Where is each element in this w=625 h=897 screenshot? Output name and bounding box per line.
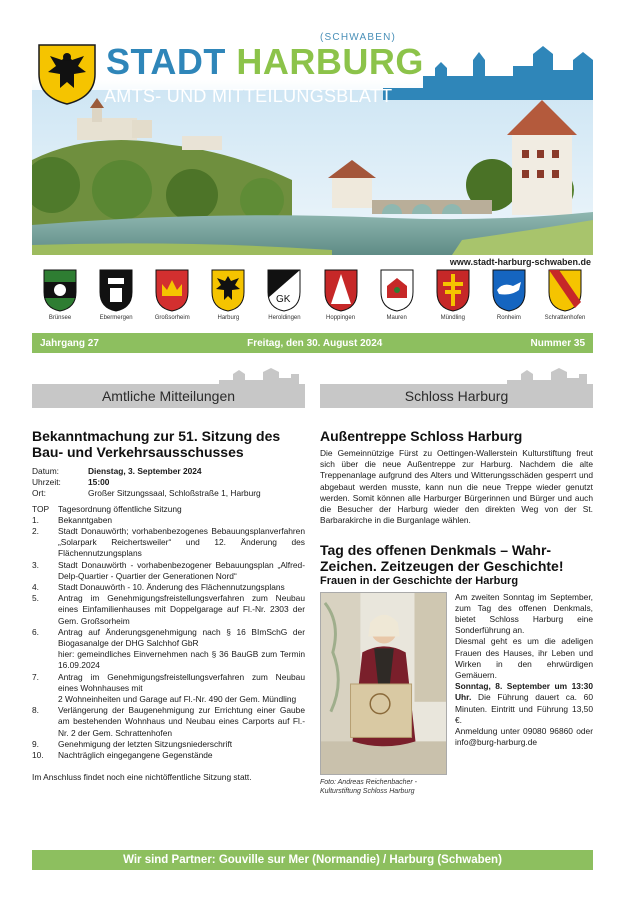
section-header-castle: [320, 368, 593, 408]
mauren-coat-of-arms-icon: [379, 268, 415, 312]
title-stadt: STADT: [106, 41, 226, 82]
article-monument-text: [455, 592, 593, 749]
crest-bruensee: [32, 268, 88, 321]
agenda-item: [32, 582, 305, 593]
crest-mauren: [369, 268, 425, 321]
photo-caption: Foto: Andreas Reichenbacher - Kulturstiftung Schloss Harburg: [320, 778, 418, 796]
section-title: Amtliche Mitteilungen: [32, 384, 305, 408]
masthead: [32, 30, 593, 255]
event-date-time: Sonntag, 8. September um 13:30 Uhr.: [455, 681, 593, 703]
agenda-text: Bekanntgaben: [58, 514, 113, 525]
crest-schrattenhofen: [537, 268, 593, 321]
agenda-number: 5.: [32, 593, 39, 604]
grosssorheim-coat-of-arms-icon: [154, 268, 190, 312]
noblewoman-costume-photo: [320, 592, 447, 775]
agenda-text: Antrag im Genehmigungsfreistellungsverfahren zum Neubau eines Wohnhauses mit 2 Wohneinheiten und Garage auf Fl.-Nr. 490 der Gem. Mündling: [58, 671, 305, 705]
ebermergen-coat-of-arms-icon: [98, 268, 134, 312]
hoppingen-coat-of-arms-icon: [323, 268, 359, 312]
harburg-coat-of-arms-icon: [36, 42, 98, 106]
meeting-meta-time: [32, 477, 305, 488]
crest-label: Harburg: [217, 315, 240, 321]
agenda-text: Antrag im Genehmigungsfreistellungsverfahren zum Neubau eines Einfamilienhauses mit Doppelgarage auf Fl.-Nr. 2303 der Gem. Großsorheim: [58, 593, 305, 626]
crest-heroldingen: [256, 268, 312, 321]
agenda-item: [32, 739, 305, 750]
article-monument-subheading: Frauen in der Geschichte der Harburg: [320, 575, 519, 588]
agenda-text: Stadt Donauwörth - vorhabenbezogener Bebauungsplan „Alfred-Delp-Quartier - Quartier der Generationen Nord“: [58, 559, 305, 581]
article-monument-day: [320, 542, 593, 801]
closing-note: Im Anschluss findet noch eine nichtöffentliche Sitzung statt.: [32, 772, 252, 783]
agenda-item: [32, 672, 305, 706]
monument-contact: Anmeldung unter 09080 96860 oder info@burg-harburg.de: [455, 726, 593, 748]
agenda-item: [32, 560, 305, 582]
meta-value: Dienstag, 3. September 2024: [88, 466, 202, 476]
agenda-item: [32, 627, 305, 672]
muendling-coat-of-arms-icon: [435, 268, 471, 312]
agenda-number: 10.: [32, 750, 44, 761]
crest-label: Brünsee: [48, 315, 72, 321]
agenda-number: 3.: [32, 559, 39, 570]
agenda-number: 9.: [32, 738, 39, 749]
article-monument-heading: Tag des offenen Denkmals – Wahr-Zeichen. Zeitzeugen der Geschichte!: [320, 542, 564, 575]
article-stairs-text: Die Gemeinnützige Fürst zu Oettingen-Wallerstein Kulturstiftung freut sich über die neue Außentreppe zur Harburg. Nachdem die alte Treppenanlage aufgrund des Alters und Witterungsschäden gesperrt und abgebaut werden musste, kann nun die neue Treppe wieder genutzt werden. Somit können alle Harburger Bürgerinnen und Bürger und auch die Besucher der Harburg wieder den direkten Weg von der St. Barbarakirche in die Burganlage wählen.: [320, 448, 593, 526]
website-link[interactable]: www.stadt-harburg-schwaben.de: [449, 257, 591, 267]
agenda-text: Antrag auf Änderungsgenehmigung nach § 16 BImSchG der Biogasanalge der DHG Salchhof GbR hier: gemeindliches Einvernehmen nach § 36 BauGB zum Termin 16.09.2024: [58, 626, 305, 671]
event-details: Die Führung dauert ca. 60 Minuten. Eintritt und Führung 13,50 €.: [455, 692, 593, 725]
publication-subtitle: AMTS- UND MITTEILUNGSBLATT: [104, 86, 393, 106]
crest-ebermergen: [88, 268, 144, 321]
crest-hoppingen: [313, 268, 369, 321]
harburg-small-coat-of-arms-icon: [210, 268, 246, 312]
ronheim-coat-of-arms-icon: [491, 268, 527, 312]
agenda-text: Tagesordnung öffentliche Sitzung: [58, 503, 182, 514]
crest-muendling: [425, 268, 481, 321]
meta-label: Ort:: [32, 488, 46, 499]
publication-title: [106, 41, 424, 82]
agenda-number: 4.: [32, 582, 39, 593]
district-crests: [32, 268, 593, 321]
meta-value: 15:00: [88, 477, 110, 488]
agenda-item: [32, 705, 305, 739]
agenda-list: [32, 504, 305, 762]
monument-para-women: Diesmal geht es um die adeligen Frauen des Hauses, ihr Leben und Wirken in den ehrwürdigen Gemäuern.: [455, 636, 593, 681]
issue-number: Nummer 35: [530, 337, 585, 349]
monument-para-event: [455, 681, 593, 726]
agenda-item: [32, 515, 305, 526]
crest-label: Hoppingen: [326, 315, 356, 321]
crest-label: Mauren: [386, 315, 407, 321]
heroldingen-coat-of-arms-icon: [266, 268, 302, 312]
title-harburg: HARBURG: [236, 41, 424, 82]
crest-grosssorheim: [144, 268, 200, 321]
svg-text:GK: GK: [276, 294, 291, 305]
bruensee-coat-of-arms-icon: [42, 268, 78, 312]
agenda-number: TOP: [32, 503, 50, 514]
agenda-number: 2.: [32, 526, 39, 537]
section-header-official: [32, 368, 305, 408]
agenda-number: 1.: [32, 514, 39, 525]
crest-label: Schrattenhofen: [544, 315, 586, 321]
agenda-text: Stadt Donauwörth; vorhabenbezogenes Bebauungsplanverfahren „Solarpark Reichertsweiler“ und 12. Änderung des Flächennutzungsplans: [58, 526, 305, 559]
crest-label: Ebermergen: [99, 315, 133, 321]
crest-label: Mündling: [440, 315, 465, 321]
agenda-number: 8.: [32, 705, 39, 716]
town-panorama-photo: [32, 90, 593, 255]
agenda-number: 7.: [32, 671, 39, 682]
agenda-text: Genehmigung der letzten Sitzungsniederschrift: [58, 738, 233, 749]
issue-info-bar: [32, 333, 593, 353]
agenda-text: Verlängerung der Baugenehmigung zur Errichtung einer Gaube am bestehenden Wohnhaus und Neubau eines Carports auf Fl.-Nr. 2 der Gem. Schrattenhofen: [58, 705, 305, 738]
meta-value: Großer Sitzungssaal, Schloßstraße 1, Harburg: [88, 488, 261, 499]
castle-column: [320, 428, 593, 802]
agenda-item: [32, 593, 305, 627]
article-stairs-heading: Außentreppe Schloss Harburg: [320, 428, 523, 444]
crest-label: Ronheim: [496, 315, 521, 321]
volume-label: Jahrgang 27: [40, 337, 99, 349]
crest-harburg: [200, 268, 256, 321]
meta-label: Uhrzeit:: [32, 477, 61, 488]
agenda-item: [32, 750, 305, 761]
meta-label: Datum:: [32, 466, 59, 476]
meeting-meta-place: [32, 488, 305, 499]
section-title: Schloss Harburg: [320, 384, 593, 408]
article-monument-body: [320, 592, 593, 802]
agenda-text: Stadt Donauwörth - 10. Änderung des Flächennutzungsplans: [58, 582, 285, 593]
crest-label: Heroldingen: [268, 315, 301, 321]
agenda-number: 6.: [32, 626, 39, 637]
partnership-footer: Wir sind Partner: Gouville sur Mer (Normandie) / Harburg (Schwaben): [32, 850, 593, 870]
region-label: (SCHWABEN): [320, 32, 397, 43]
issue-date: Freitag, den 30. August 2024: [247, 337, 383, 349]
agenda-item: [32, 526, 305, 560]
meeting-meta-date: [32, 466, 305, 477]
announcement-column: [32, 428, 305, 783]
agenda-text: Nachträglich eingegangene Gegenstände: [58, 750, 213, 761]
agenda-item: [32, 504, 305, 515]
announcement-heading: Bekanntmachung zur 51. Sitzung des Bau- und Verkehrsausschusses: [32, 428, 281, 460]
crest-label: Großsorheim: [154, 315, 190, 321]
crest-ronheim: [481, 268, 537, 321]
monument-para-intro: Am zweiten Sonntag im September, zum Tag des offenen Denkmals, bietet Schloss Harburg eine Sonderführung an.: [455, 591, 593, 636]
schrattenhofen-coat-of-arms-icon: [547, 268, 583, 312]
